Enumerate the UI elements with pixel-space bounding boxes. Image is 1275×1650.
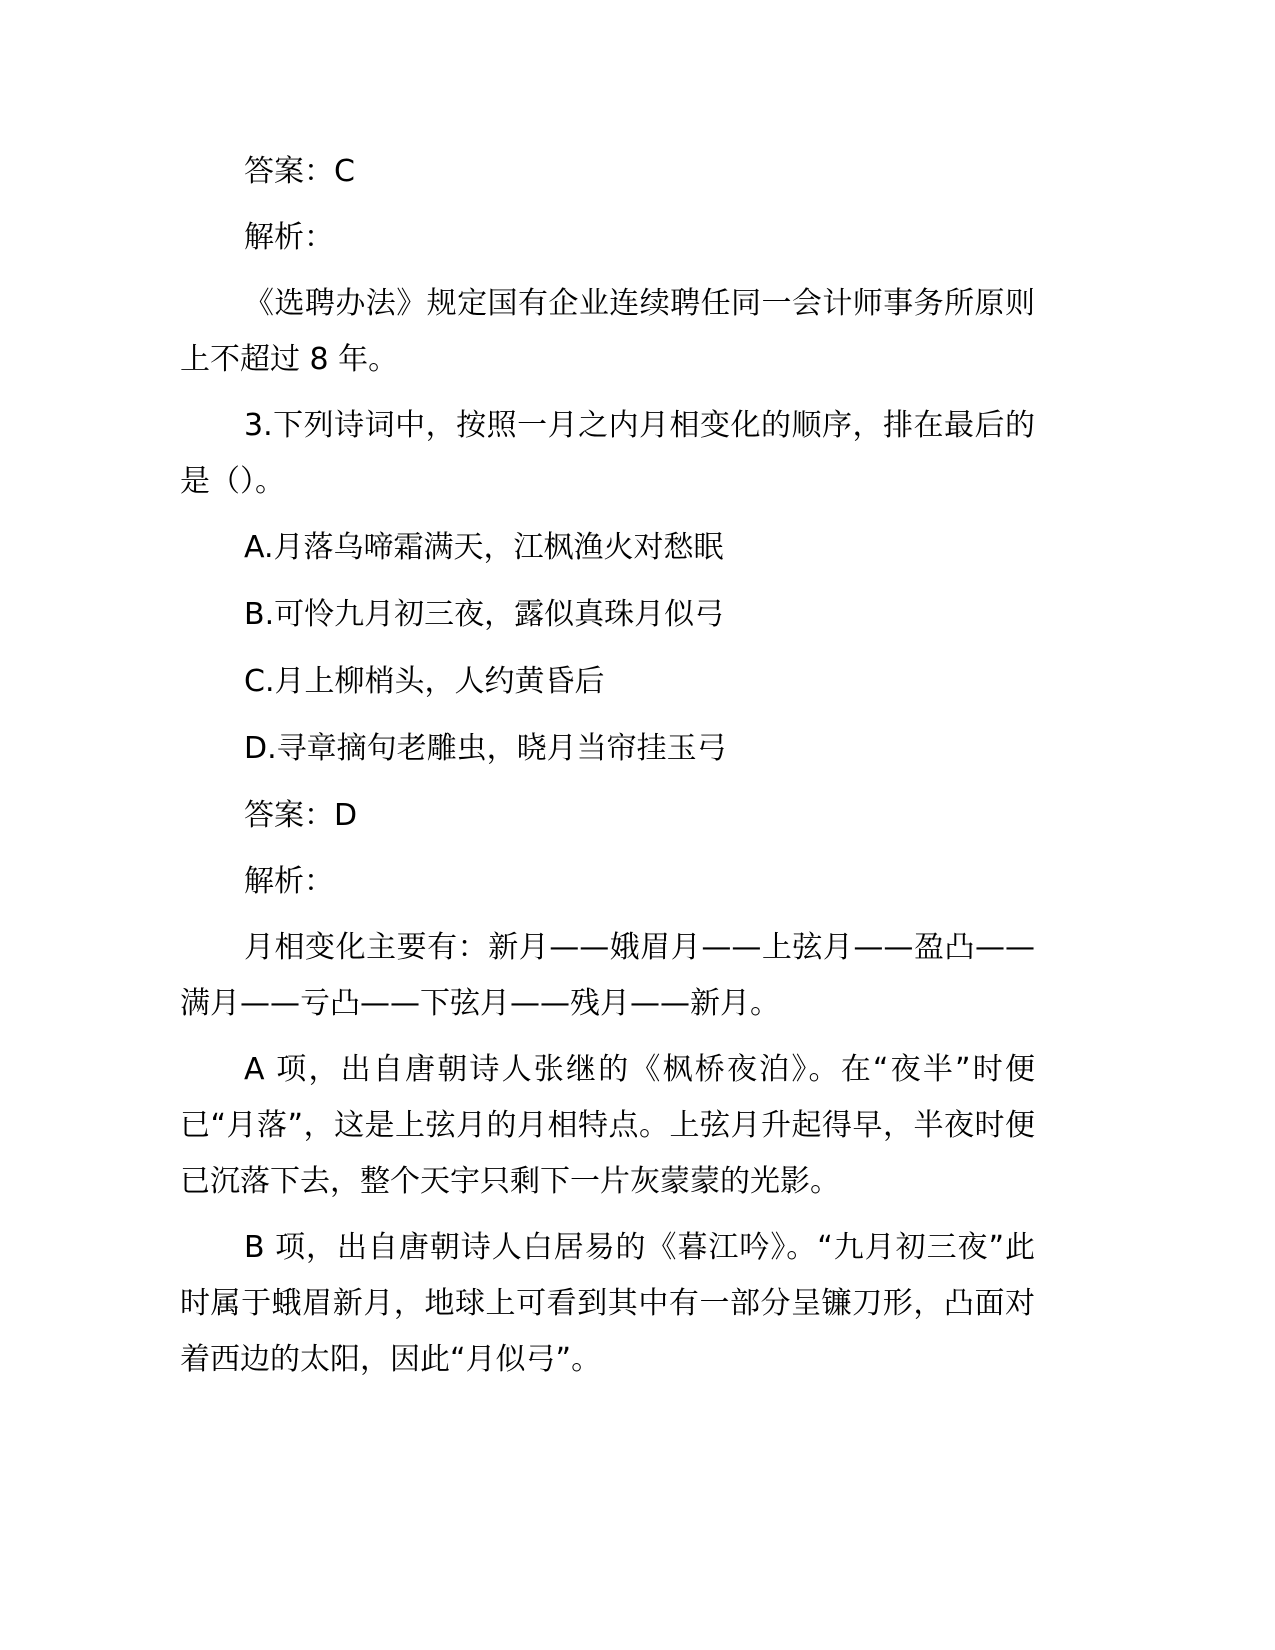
analysis-label: 解析： <box>244 220 334 255</box>
analysis-text: 月相变化主要有：新月——娥眉月——上弦月——盈凸——满月——亏凸——下弦月——残月——新月。 <box>180 930 1035 1021</box>
analysis-text: 《选聘办法》规定国有企业连续聘任同一会计师事务所原则上不超过 8 年。 <box>180 286 1035 377</box>
answer-line: 答案：D <box>244 798 358 833</box>
option-c: C.月上柳梢头，人约黄昏后 <box>244 664 605 699</box>
document-page <box>180 144 1035 1398</box>
analysis-option-b: B 项，出自唐朝诗人白居易的《暮江吟》。“九月初三夜”此时属于蛾眉新月，地球上可看到其中有一部分呈镰刀形，凸面对着西边的太阳，因此“月似弓”。 <box>180 1230 1035 1377</box>
question-3: 3.下列诗词中，按照一月之内月相变化的顺序，排在最后的是（）。 <box>180 408 1035 499</box>
analysis-label: 解析： <box>244 864 334 899</box>
option-a: A.月落乌啼霜满天，江枫渔火对愁眠 <box>244 530 724 565</box>
option-d: D.寻章摘句老雕虫，晓月当帘挂玉弓 <box>244 731 727 766</box>
option-b: B.可怜九月初三夜，露似真珠月似弓 <box>244 597 725 632</box>
analysis-option-a: A 项，出自唐朝诗人张继的《枫桥夜泊》。在“夜半”时便已“月落”，这是上弦月的月相特点。上弦月升起得早，半夜时便已沉落下去，整个天宇只剩下一片灰蒙蒙的光影。 <box>180 1052 1035 1199</box>
answer-line: 答案：C <box>244 154 355 189</box>
